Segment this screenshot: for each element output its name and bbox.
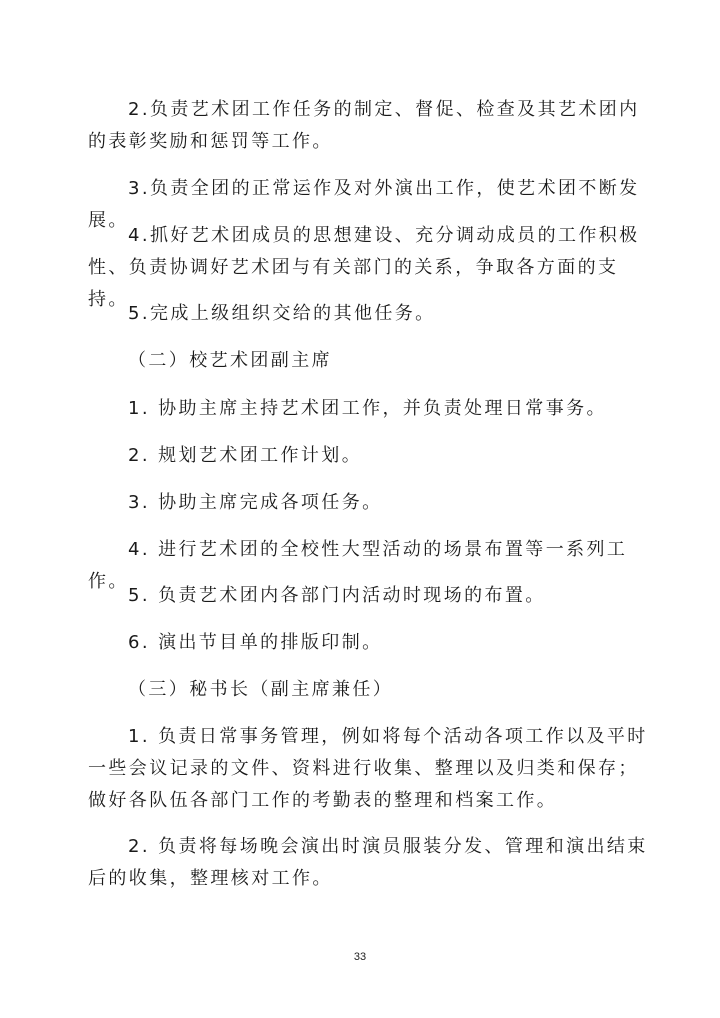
paragraph-vice-duty-2: 2. 规划艺术团工作计划。 [128,445,363,466]
paragraph-vice-duty-6: 6. 演出节目单的排版印制。 [128,632,383,653]
paragraph-vice-duty-4: 4. 进行艺术团的全校性大型活动的场景布置等一系列工作。 [88,539,628,592]
paragraph-duty-5: 5.完成上级组织交给的其他任务。 [128,303,436,324]
paragraph-secretary-duty-2: 2. 负责将每场晚会演出时演员服装分发、管理和演出结束后的收集，整理核对工作。 [88,836,648,889]
paragraph-vice-duty-3: 3. 协助主席完成各项任务。 [128,492,383,513]
paragraph-duty-3: 3.负责全团的正常运作及对外演出工作，使艺术团不断发展。 [88,178,640,231]
paragraph-duty-4: 4.抓好艺术团成员的思想建设、充分调动成员的工作积极性、负责协调好艺术团与有关部门的关系，争取各方面的支持。 [88,225,640,310]
paragraph-vice-duty-1: 1. 协助主席主持艺术团工作，并负责处理日常事务。 [128,398,607,419]
section-heading-vice-chairman: （二）校艺术团副主席 [128,350,332,371]
paragraph-secretary-duty-1: 1. 负责日常事务管理，例如将每个活动各项工作以及平时一些会议记录的文件、资料进行收集、整理以及归类和保存；做好各队伍各部门工作的考勤表的整理和档案工作。 [88,726,648,811]
section-heading-secretary-general: （三）秘书长（副主席兼任） [128,679,394,700]
paragraph-vice-duty-5: 5. 负责艺术团内各部门内活动时现场的布置。 [128,585,546,606]
paragraph-duty-2: 2.负责艺术团工作任务的制定、督促、检查及其艺术团内的表彰奖励和惩罚等工作。 [88,99,640,152]
page-number: 33 [353,951,367,963]
